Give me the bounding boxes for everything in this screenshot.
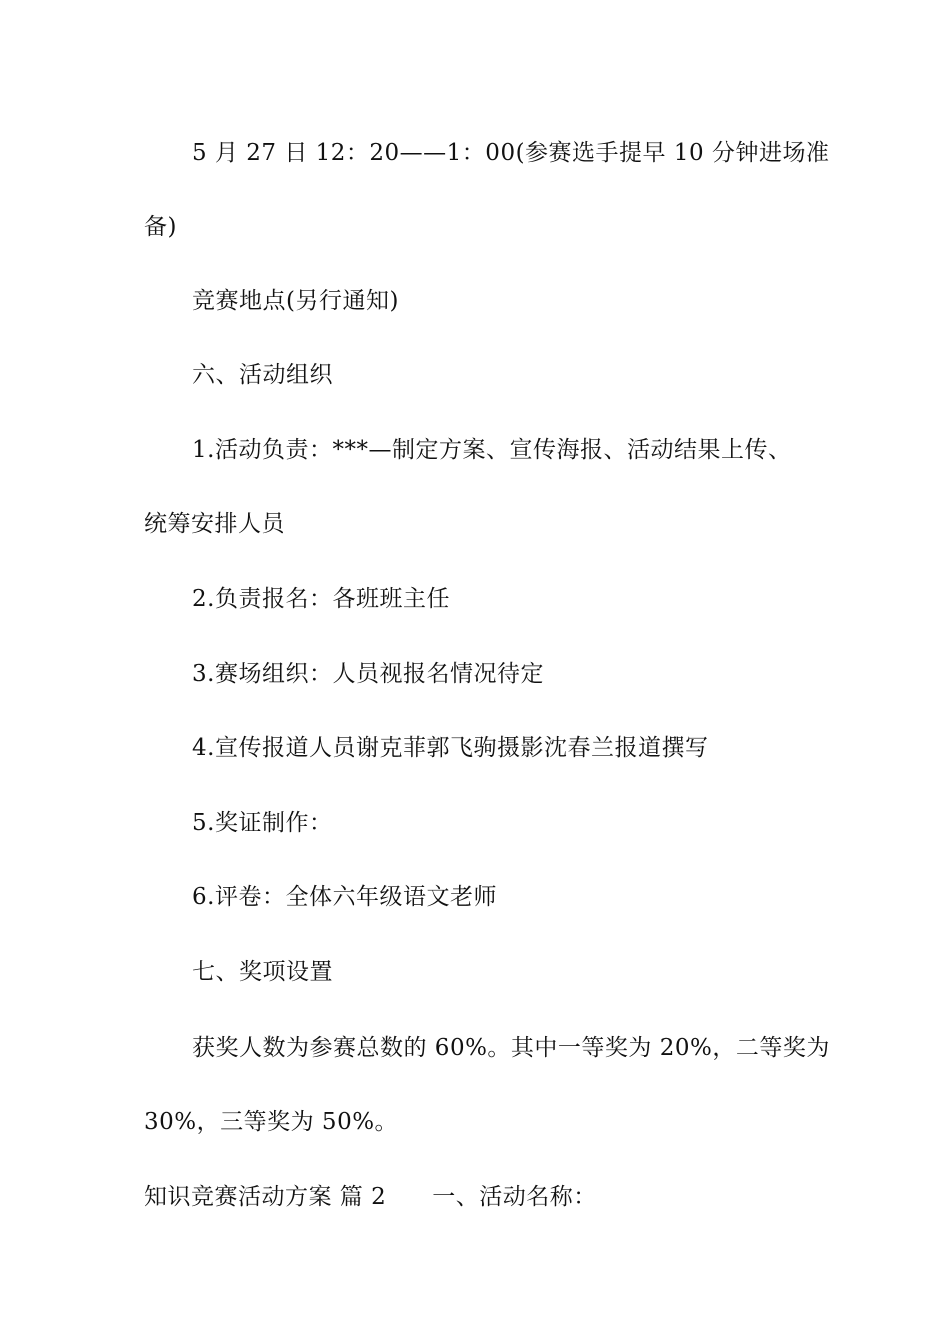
section-heading-organization: 六、活动组织 <box>192 362 333 388</box>
next-plan-heading-line <box>144 1182 597 1212</box>
organization-item-6: 6.评卷：全体六年级语文老师 <box>192 884 497 910</box>
organization-item-2: 2.负责报名：各班班主任 <box>192 586 450 612</box>
awards-paragraph-continuation: 30%，三等奖为 50%。 <box>144 1109 399 1135</box>
section-heading-awards: 七、奖项设置 <box>192 959 333 985</box>
next-plan-section-heading: 一、活动名称： <box>432 1184 597 1210</box>
schedule-time-line: 5 月 27 日 12：20——1：00(参赛选手提早 10 分钟进场准 <box>192 140 830 166</box>
organization-item-5: 5.奖证制作： <box>192 810 333 836</box>
organization-item-4: 4.宣传报道人员谢克菲郭飞驹摄影沈春兰报道撰写 <box>192 735 709 761</box>
venue-line: 竞赛地点(另行通知) <box>192 288 399 314</box>
schedule-time-continuation: 备) <box>144 214 177 240</box>
organization-item-1-continuation: 统筹安排人员 <box>144 511 285 537</box>
organization-item-1: 1.活动负责：***—制定方案、宣传海报、活动结果上传、 <box>192 437 792 463</box>
awards-paragraph: 获奖人数为参赛总数的 60%。其中一等奖为 20%，二等奖为 <box>192 1035 830 1061</box>
organization-item-3: 3.赛场组织：人员视报名情况待定 <box>192 661 544 687</box>
next-plan-title: 知识竞赛活动方案 篇 2 <box>144 1184 387 1210</box>
